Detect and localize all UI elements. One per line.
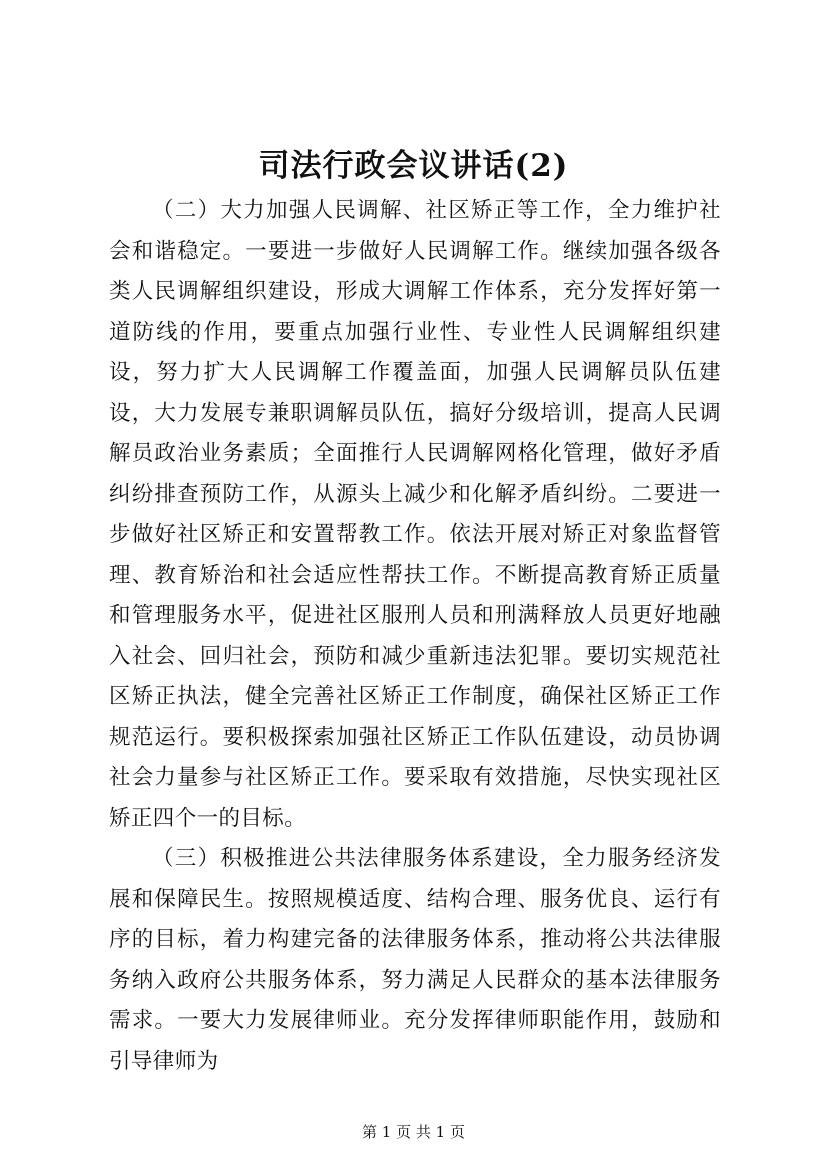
paragraph-2: （二）大力加强人民调解、社区矫正等工作，全力维护社会和谐稳定。一要进一步做好人民调解工作。继续加强各级各类人民调解组织建设，形成大调解工作体系，充分发挥好第一道防线的作用，要重点加强行业性、专业性人民调解组织建设，努力扩大人民调解工作覆盖面，加强人民调解员队伍建设，大力发展专兼职调解员队伍，搞好分级培训，提高人民调解员政治业务素质；全面推行人民调解网格化管理，做好矛盾纠纷排查预防工作，从源头上减少和化解矛盾纠纷。二要进一步做好社区矫正和安置帮教工作。依法开展对矫正对象监督管理、教育矫治和社会适应性帮扶工作。不断提高教育矫正质量和管理服务水平，促进社区服刑人员和刑满释放人员更好地融入社会、回归社会，预防和减少重新违法犯罪。要切实规范社区矫正执法，健全完善社区矫正工作制度，确保社区矫正工作规范运行。要积极探索加强社区矫正工作队伍建设，动员协调社会力量参与社区矫正工作。要采取有效措施，尽快实现社区矫正四个一的目标。	[109, 198, 721, 831]
paragraph-3: （三）积极推进公共法律服务体系建设，全力服务经济发展和保障民生。按照规模适度、结构合理、服务优良、运行有序的目标，着力构建完备的法律服务体系，推动将公共法律服务纳入政府公共服务体系，努力满足人民群众的基本法律服务需求。一要大力发展律师业。充分发挥律师职能作用，鼓励和引导律师为	[109, 846, 721, 1074]
page-title: 司法行政会议讲话(2)	[258, 148, 569, 184]
document-body	[109, 191, 721, 1082]
page-footer: 第 1 页 共 1 页	[362, 1123, 465, 1141]
